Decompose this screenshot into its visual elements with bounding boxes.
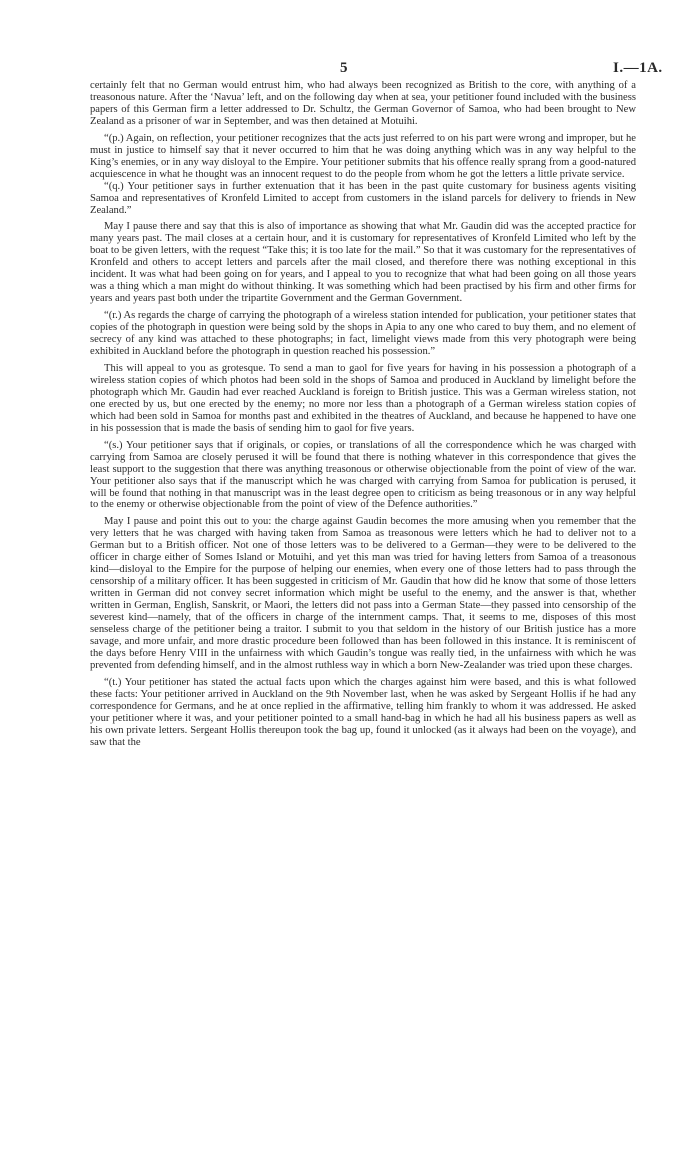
- paragraph-quote-r: “(r.) As regards the charge of carrying the photograph of a wireless station intended for publication, your petitioner states that copies of the photograph in question were being sold by the shops in Apia to any one who cared to buy them, and no element of secrecy of any kind was attached to these photographs; in fact, limelight views made from this very photograph were being exhibited in Auckland before the photograph in question reached his possession.”: [90, 310, 636, 358]
- paragraph-commentary-censorship: May I pause and point this out to you: the charge against Gaudin becomes the more amusing when you remember that the very letters that he was charged with having taken from Samoa as treasonous were letters which he had to deliver not to a German but to a British officer. Not one of those letters was to be delivered to a German—they were to be delivered to the officer in charge either of Somes Island or Motuihi, and yet this man was tried for having letters from Samoa of a treasonous kind—disloyal to the Empire for the purpose of helping our enemies, when every one of those letters had to pass through the censorship of a military officer. It has been suggested in criticism of Mr. Gaudin that how did he know that some of those letters written in German did not convey secret information which might be useful to the enemy, and the answer is that, whether written in German, English, Sanskrit, or Maori, the letters did not pass into a German State—they passed into censorship of the severest kind—namely, that of the officers in charge of the internment camps. That, it seems to me, disposes of this most senseless charge of the petitioner being a traitor. I submit to you that seldom in the history of our British justice has a more savage, and more unfair, and more drastic procedure been followed than has been followed in this instance. It is reminiscent of the days before Henry VIII in the unfairness with which Gaudin’s tongue was really tied, in the unfairness with which he was prevented from defending himself, and in the almost ruthless way in which a born New-Zealander was tried upon these charges.: [90, 516, 636, 671]
- paragraph-commentary-customary-practice: May I pause there and say that this is also of importance as showing that what Mr. Gaudin did was the accepted practice for many years past. The mail closes at a certain hour, and it is customary for representatives of Kronfeld Limited who left by the boat to be given letters, with the request “Take this; it is too late for the mail.” So that it was customary for the representatives of Kronfeld and others to accept letters and parcels after the mail closed, and therefore there was nothing exceptional in this incident. It was what had been going on for years, and I appeal to you to recognize that what had been going on all those years was a thing which a man might do without thinking. It was something which had been practised by his firm and other firms for years and years past both under the tripartite Government and the German Government.: [90, 221, 636, 305]
- paragraph-quote-t: “(t.) Your petitioner has stated the actual facts upon which the charges against him were based, and this is what followed these facts: Your petitioner arrived in Auckland on the 9th November last, when he was asked by Sergeant Hollis if he had any correspondence for Germans, and he at once replied in the affirmative, telling him frankly to whom it was addressed. He asked your petitioner where it was, and your petitioner pointed to a small hand-bag in which he had all his business papers as well as his own private letters. Sergeant Hollis thereupon took the bag up, found it unlocked (as it always had been on the voyage), and saw that the: [90, 676, 636, 748]
- paragraph-quote-s: “(s.) Your petitioner says that if originals, or copies, or translations of all the correspondence which he was charged with carrying from Samoa are closely perused it will be found that there is nothing whatever in this correspondence that gives the least support to the suggestion that there was anything treasonous or otherwise objectionable from the point of view of the war. Your petitioner also says that if the manuscript which he was charged with carrying from Samoa for publication is perused, it will be found that nothing in that manuscript was in the least degree open to criticism as being treasonous or in any way helpful to the enemy or otherwise objectionable from the point of view of the Defence authorities.”: [90, 439, 636, 511]
- body-text: [90, 80, 636, 754]
- paper-reference: I.—1A.: [613, 60, 663, 76]
- page-number: 5: [340, 60, 348, 76]
- paragraph-quote-p: “(p.) Again, on reflection, your petitioner recognizes that the acts just referred to on his part were wrong and improper, but he must in justice to himself say that it never occurred to him that he was doing anything which was in any way helpful to the King’s enemies, or in any way disloyal to the Empire. Your petitioner submits that his offence really sprang from a good-natured acquiescence in what he thought was an innocent request to do the people from whom he got the letters a little private service.: [90, 132, 636, 180]
- paragraph-continuation: certainly felt that no German would entrust him, who had always been recognized as British to the core, with anything of a treasonous nature. After the ‘Navua’ left, and on the following day when at sea, your petitioner found included with the business papers of this German firm a letter addressed to Dr. Schultz, the German Governor of Samoa, who had been brought to New Zealand as a prisoner of war in September, and was then detained at Motuihi.: [90, 80, 636, 127]
- paragraph-quote-q: “(q.) Your petitioner says in further extenuation that it has been in the past quite customary for business agents visiting Samoa and representatives of Kronfeld Limited to accept from customers in the island parcels for delivery to friends in New Zealand.”: [90, 180, 636, 216]
- paragraph-commentary-photograph: This will appeal to you as grotesque. To send a man to gaol for five years for having in his possession a photograph of a wireless station copies of which photos had been sold in the shops of Samoa and produced in Auckland by limelight before the photograph which Mr. Gaudin had ever reached Auckland is foreign to British justice. This was a German wireless station, not one erected by us, but one erected by the enemy; no more nor less than a photograph of a German wireless station copies of which had been sold in Samoa for months past and exhibited in the theatres of Auckland, and because he happened to have one in his possession that is made the basis of sending him to gaol for five years.: [90, 362, 636, 434]
